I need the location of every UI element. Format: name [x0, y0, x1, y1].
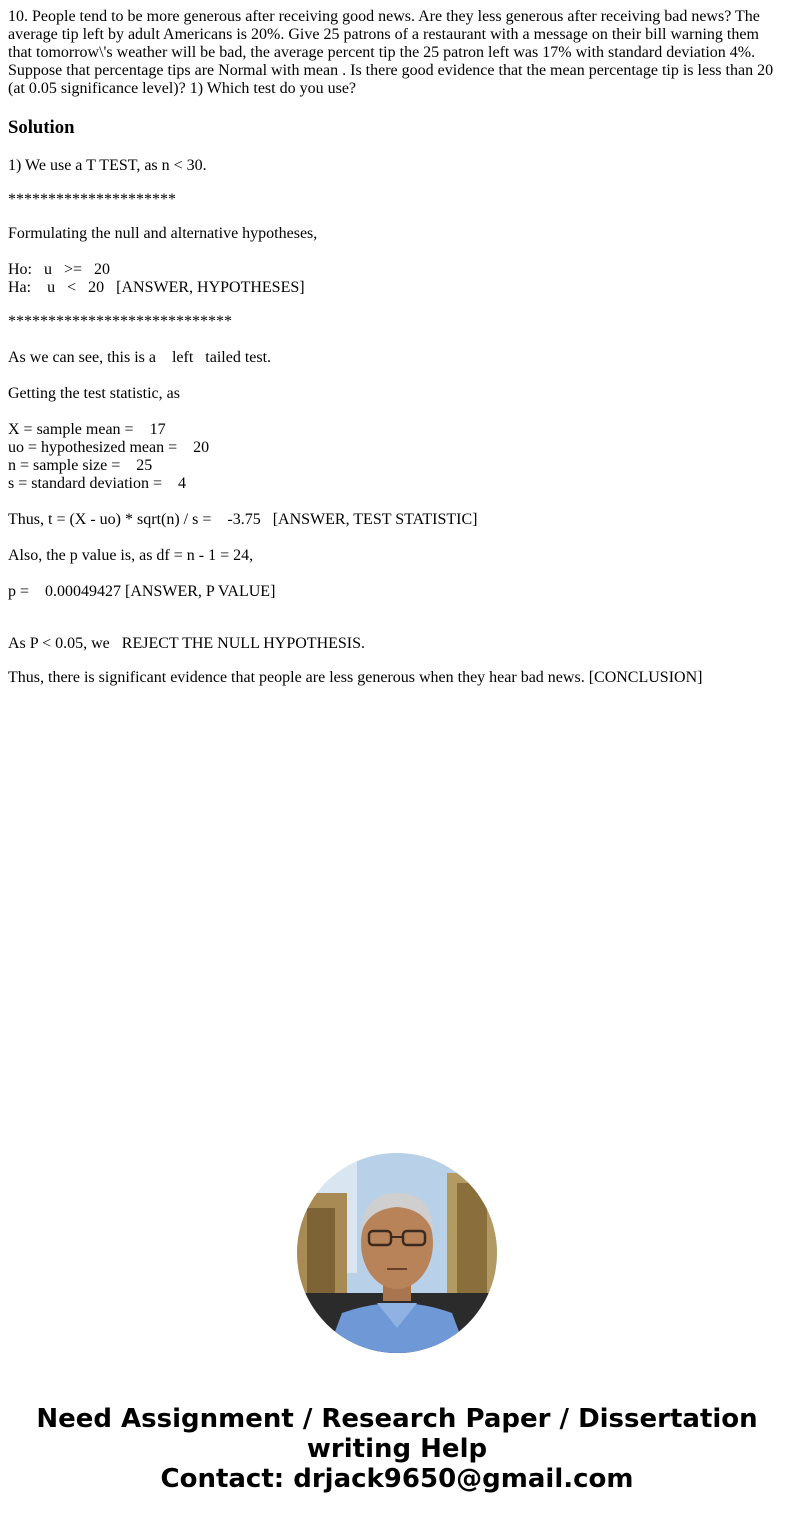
solution-line-sample-size: n = sample size = 25 — [8, 457, 153, 474]
solution-line-decision: As P < 0.05, we REJECT THE NULL HYPOTHESIS. — [8, 635, 366, 652]
tutor-photo — [297, 1153, 497, 1353]
solution-line-sample-mean: X = sample mean = 17 — [8, 421, 166, 438]
promo-contact: Contact: drjack9650@gmail.com — [160, 1464, 634, 1494]
solution-line-test-statistic: Thus, t = (X - uo) * sqrt(n) / s = -3.75 [ANSWER, TEST STATISTIC] — [8, 511, 478, 528]
avatar — [297, 1153, 497, 1353]
promo-line-2: writing Help — [306, 1434, 488, 1464]
solution-line-p-value: p = 0.00049427 [ANSWER, P VALUE] — [8, 583, 276, 600]
solution-heading: Solution — [8, 117, 75, 138]
question-text: 10. People tend to be more generous after receiving good news. Are they less generous after receiving bad news? The average tip left by adult Americans is 20%. Give 25 patrons of a restaurant with a message on their bill warning them that tomorrow\'s weather will be bad, the average percent tip the 25 patron left was 17% with standard deviation 4%. Suppose that percentage tips are Normal with mean . Is there good evidence that the mean percentage tip is less than 20 (at 0.05 significance level)? 1) Which test do you use? — [8, 8, 774, 97]
solution-line-alt-hypothesis: Ha: u < 20 [ANSWER, HYPOTHESES] — [8, 279, 305, 296]
promo-line-1: Need Assignment / Research Paper / Dissertation — [36, 1404, 758, 1434]
solution-line-formulating: Formulating the null and alternative hypotheses, — [8, 225, 318, 242]
solution-line-tail: As we can see, this is a left tailed test. — [8, 349, 272, 366]
solution-line-null-hypothesis: Ho: u >= 20 — [8, 261, 111, 278]
solution-line-df: Also, the p value is, as df = n - 1 = 24, — [8, 547, 254, 564]
solution-separator: **************************** — [8, 313, 232, 330]
solution-line-getting-statistic: Getting the test statistic, as — [8, 385, 180, 402]
solution-line-conclusion: Thus, there is significant evidence that people are less generous when they hear bad news. [CONCLUSION] — [8, 669, 703, 686]
promo-banner — [0, 1404, 794, 1494]
solution-separator: ********************* — [8, 191, 176, 208]
solution-line-test-choice: 1) We use a T TEST, as n < 30. — [8, 157, 207, 174]
solution-line-hypothesized-mean: uo = hypothesized mean = 20 — [8, 439, 210, 456]
solution-line-std-dev: s = standard deviation = 4 — [8, 475, 187, 492]
